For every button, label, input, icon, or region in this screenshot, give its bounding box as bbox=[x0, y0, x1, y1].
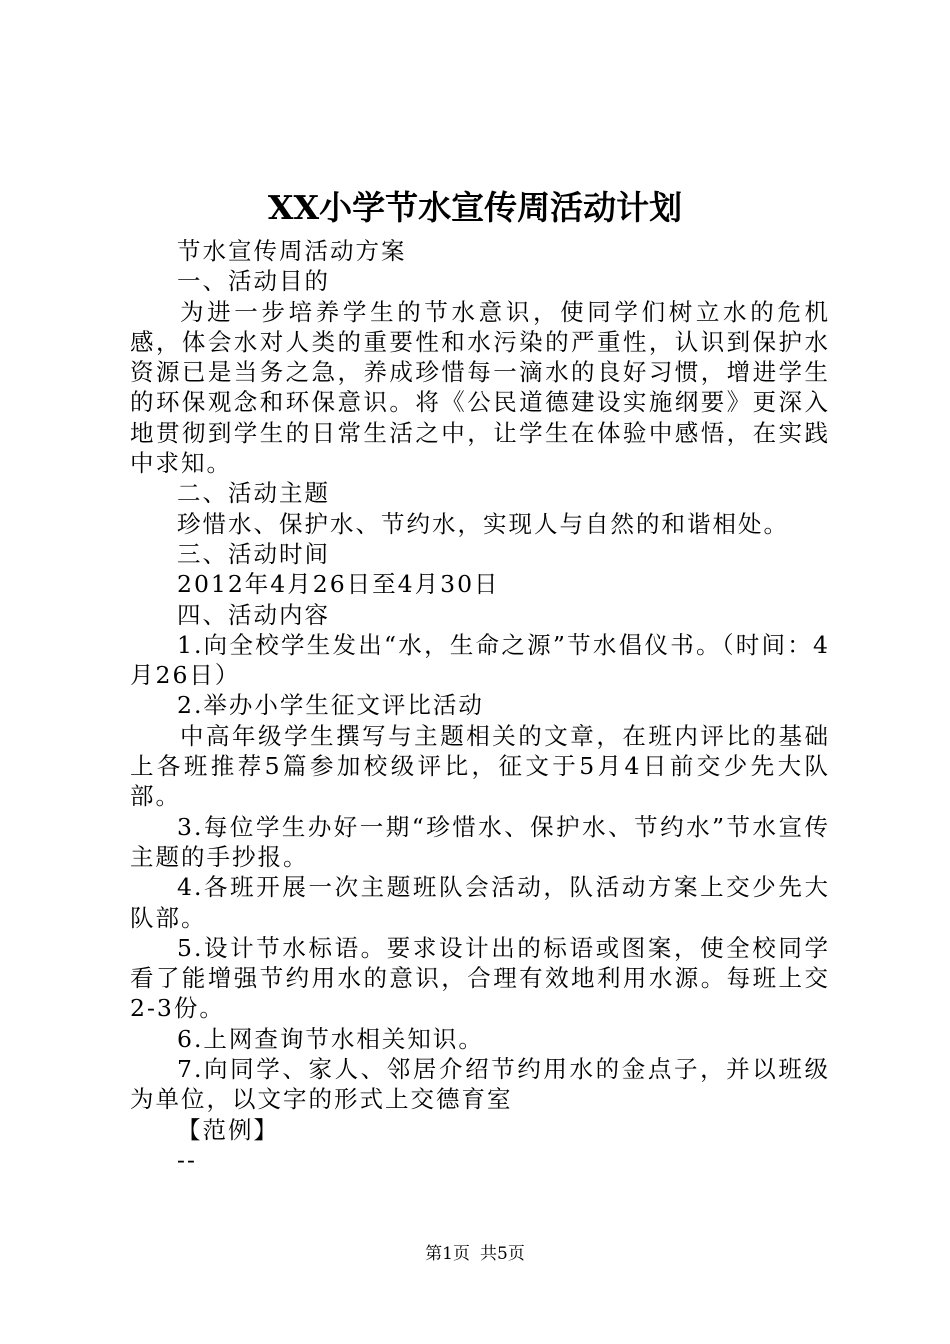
section-heading-content: 四、活动内容 bbox=[177, 600, 330, 629]
list-item-6: 6.上网查询节水相关知识。 bbox=[177, 1024, 484, 1053]
section-heading-theme: 二、活动主题 bbox=[177, 479, 330, 508]
page-number: 第1页 bbox=[425, 1244, 470, 1264]
paragraph-purpose: 为进一步培养学生的节水意识，使同学们树立水的危机感，体会水对人类的重要性和水污染的严重性，认识到保护水资源已是当务之急，养成珍惜每一滴水的良好习惯，增进学生的环保观念和环保意识。将《公民道德建设实施纲要》更深入地贯彻到学生的日常生活之中，让学生在体验中感悟，在实践中求知。 bbox=[130, 297, 830, 478]
list-item-7: 7.向同学、家人、邻居介绍节约用水的金点子，并以班级为单位，以文字的形式上交德育室 bbox=[130, 1055, 830, 1114]
page-total: 共5页 bbox=[480, 1244, 525, 1264]
list-item-1: 1.向全校学生发出“水，生命之源”节水倡仪书。（时间：4月26日） bbox=[130, 630, 830, 690]
list-item-2: 2.举办小学生征文评比活动 bbox=[177, 691, 484, 720]
document-title: XX小学节水宣传周活动计划 bbox=[267, 188, 683, 227]
section-heading-purpose: 一、活动目的 bbox=[177, 267, 330, 296]
paragraph-essay-details: 中高年级学生撰写与主题相关的文章，在班内评比的基础上各班推荐5篇参加校级评比，征文于5月4日前交少先大队部。 bbox=[130, 721, 830, 811]
paragraph-theme: 珍惜水、保护水、节约水，实现人与自然的和谐相处。 bbox=[177, 509, 789, 538]
list-item-3: 3.每位学生办好一期“珍惜水、保护水、节约水”节水宣传主题的手抄报。 bbox=[130, 812, 830, 871]
list-item-5: 5.设计节水标语。要求设计出的标语或图案，使全校同学看了能增强节约用水的意识，合理有效地利用水源。每班上交2-3份。 bbox=[130, 933, 830, 1023]
page-footer bbox=[0, 1242, 950, 1266]
separator-dashes: -- bbox=[177, 1145, 197, 1174]
paragraph-plan-heading: 节水宣传周活动方案 bbox=[177, 237, 407, 265]
paragraph-time: 2012年4月26日至4月30日 bbox=[177, 570, 500, 599]
document-body bbox=[130, 236, 830, 1175]
section-heading-time: 三、活动时间 bbox=[177, 539, 330, 568]
example-label: 【范例】 bbox=[177, 1115, 279, 1144]
list-item-4: 4.各班开展一次主题班队会活动，队活动方案上交少先大队部。 bbox=[130, 873, 830, 932]
